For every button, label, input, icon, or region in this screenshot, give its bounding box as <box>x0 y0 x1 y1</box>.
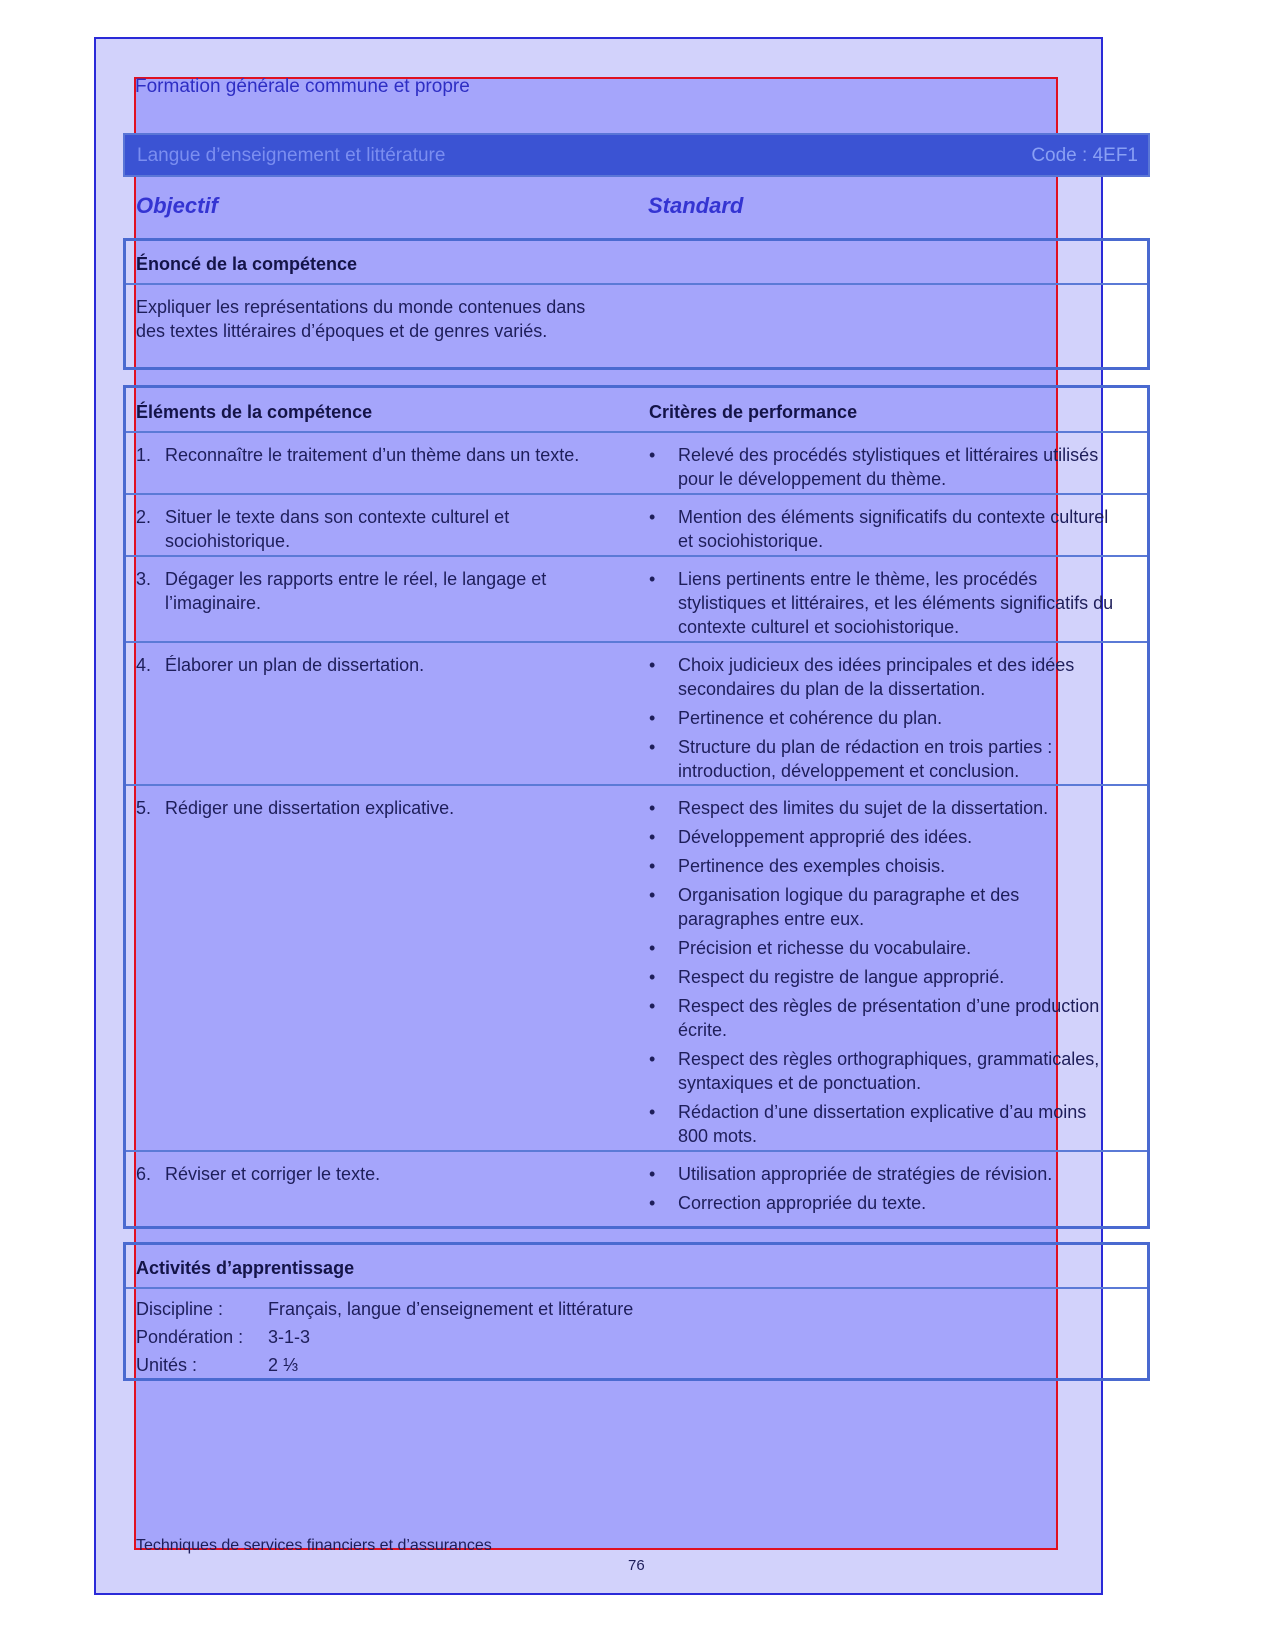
criterion-item <box>649 1100 1119 1148</box>
criterion-item <box>649 653 1119 701</box>
ponderation-value: 3-1-3 <box>268 1327 311 1347</box>
bullet-icon: • <box>649 1164 656 1184</box>
bullet-icon: • <box>649 938 656 958</box>
bullet-icon: • <box>649 569 656 589</box>
page-number: 76 <box>628 1557 645 1574</box>
element-text: Situer le texte dans son contexte culturel et sociohistorique. <box>165 507 510 551</box>
criterion-item <box>649 1047 1119 1095</box>
criterion-text: Respect du registre de langue approprié. <box>678 967 1005 987</box>
criterion-item <box>649 796 1119 820</box>
element-cell <box>136 653 636 677</box>
activities-heading-row <box>126 1245 1147 1289</box>
table-header-row <box>126 388 1147 433</box>
units-label: Unités : <box>136 1355 198 1375</box>
col-elements-header: Éléments de la compétence <box>136 402 373 422</box>
course-banner <box>123 133 1150 177</box>
bullet-icon: • <box>649 798 656 818</box>
element-number: 5. <box>136 798 152 818</box>
ponderation-line <box>136 1323 1137 1351</box>
criterion-item <box>649 505 1119 553</box>
criteria-cell <box>649 796 1119 1153</box>
criterion-text: Relevé des procédés stylistiques et littéraires utilisés pour le développement du thème. <box>678 445 1099 489</box>
discipline-value: Français, langue d’enseignement et littérature <box>268 1299 634 1319</box>
bullet-icon: • <box>649 655 656 675</box>
element-text: Réviser et corriger le texte. <box>165 1164 381 1184</box>
element-number: 1. <box>136 445 152 465</box>
element-cell <box>136 505 636 553</box>
bullet-icon: • <box>649 1049 656 1069</box>
criterion-text: Respect des limites du sujet de la dissertation. <box>678 798 1049 818</box>
criteria-cell <box>649 1162 1119 1220</box>
criterion-text: Correction appropriée du texte. <box>678 1193 927 1213</box>
competence-heading-row <box>126 241 1147 285</box>
element-cell <box>136 1162 636 1186</box>
criterion-text: Organisation logique du paragraphe et des paragraphes entre eux. <box>678 885 1020 929</box>
element-text: Rédiger une dissertation explicative. <box>165 798 455 818</box>
units-line <box>136 1351 1137 1379</box>
element-number: 3. <box>136 569 152 589</box>
bullet-icon: • <box>649 885 656 905</box>
objective-label: Objectif <box>136 193 218 218</box>
criterion-item <box>649 1162 1119 1186</box>
criterion-item <box>649 936 1119 960</box>
criterion-item <box>649 994 1119 1042</box>
bullet-icon: • <box>649 996 656 1016</box>
criteria-cell <box>649 443 1119 496</box>
criterion-text: Rédaction d’une dissertation explicative d’au moins 800 mots. <box>678 1102 1087 1146</box>
bullet-icon: • <box>649 507 656 527</box>
table-row <box>126 433 1147 495</box>
bullet-icon: • <box>649 708 656 728</box>
page-header-title: Formation générale commune et propre <box>135 76 470 97</box>
bullet-icon: • <box>649 1102 656 1122</box>
criterion-text: Liens pertinents entre le thème, les procédés stylistiques et littéraires, et les éléments significatifs du contexte culturel et sociohistorique. <box>678 569 1114 637</box>
element-text: Reconnaître le traitement d’un thème dans un texte. <box>165 445 580 465</box>
table-row <box>126 557 1147 643</box>
table-row <box>126 643 1147 786</box>
competence-text-row <box>126 285 1147 367</box>
criterion-item <box>649 706 1119 730</box>
competence-box <box>123 238 1150 370</box>
activities-details <box>126 1289 1147 1385</box>
table-row <box>126 786 1147 1152</box>
discipline-line <box>136 1295 1137 1323</box>
criteria-cell <box>649 653 1119 788</box>
competence-text: Expliquer les représentations du monde contenues dans des textes littéraires d’époques et de genres variés. <box>136 297 586 341</box>
footer-program: Techniques de services financiers et d’assurances <box>136 1537 492 1554</box>
criterion-item <box>649 1191 1119 1215</box>
element-text: Élaborer un plan de dissertation. <box>165 655 425 675</box>
criterion-item <box>649 854 1119 878</box>
bullet-icon: • <box>649 737 656 757</box>
banner-subject: Langue d’enseignement et littérature <box>137 145 446 166</box>
bullet-icon: • <box>649 856 656 876</box>
criterion-text: Pertinence des exemples choisis. <box>678 856 946 876</box>
criterion-item <box>649 883 1119 931</box>
criteria-cell <box>649 505 1119 558</box>
criterion-item <box>649 567 1119 639</box>
element-text: Dégager les rapports entre le réel, le langage et l’imaginaire. <box>165 569 547 613</box>
ponderation-label: Pondération : <box>136 1327 244 1347</box>
elements-criteria-table <box>123 385 1150 1229</box>
table-row <box>126 1152 1147 1226</box>
criterion-text: Respect des règles de présentation d’une production écrite. <box>678 996 1100 1040</box>
criterion-item <box>649 735 1119 783</box>
criteria-cell <box>649 567 1119 644</box>
element-number: 2. <box>136 507 152 527</box>
element-cell <box>136 567 636 615</box>
criterion-item <box>649 965 1119 989</box>
criterion-text: Choix judicieux des idées principales et des idées secondaires du plan de la dissertation. <box>678 655 1075 699</box>
criterion-text: Respect des règles orthographiques, grammaticales, syntaxiques et de ponctuation. <box>678 1049 1100 1093</box>
element-cell <box>136 796 636 820</box>
units-value: 2 ⅓ <box>268 1355 299 1375</box>
criterion-text: Utilisation appropriée de stratégies de révision. <box>678 1164 1053 1184</box>
criterion-text: Précision et richesse du vocabulaire. <box>678 938 972 958</box>
col-criteria-header: Critères de performance <box>649 402 858 422</box>
criterion-text: Mention des éléments significatifs du contexte culturel et sociohistorique. <box>678 507 1109 551</box>
standard-label: Standard <box>648 193 744 218</box>
activities-box <box>123 1242 1150 1381</box>
bullet-icon: • <box>649 445 656 465</box>
criterion-text: Pertinence et cohérence du plan. <box>678 708 943 728</box>
discipline-label: Discipline : <box>136 1299 224 1319</box>
element-number: 6. <box>136 1164 152 1184</box>
activities-heading: Activités d’apprentissage <box>136 1258 355 1278</box>
criterion-text: Développement approprié des idées. <box>678 827 973 847</box>
criterion-text: Structure du plan de rédaction en trois parties : introduction, développement et conclusion. <box>678 737 1053 781</box>
element-cell <box>136 443 636 467</box>
table-row <box>126 495 1147 557</box>
bullet-icon: • <box>649 1193 656 1213</box>
bullet-icon: • <box>649 827 656 847</box>
banner-code: Code : 4EF1 <box>1031 145 1138 166</box>
bullet-icon: • <box>649 967 656 987</box>
criterion-item <box>649 443 1119 491</box>
criterion-item <box>649 825 1119 849</box>
element-number: 4. <box>136 655 152 675</box>
competence-heading: Énoncé de la compétence <box>136 254 358 274</box>
